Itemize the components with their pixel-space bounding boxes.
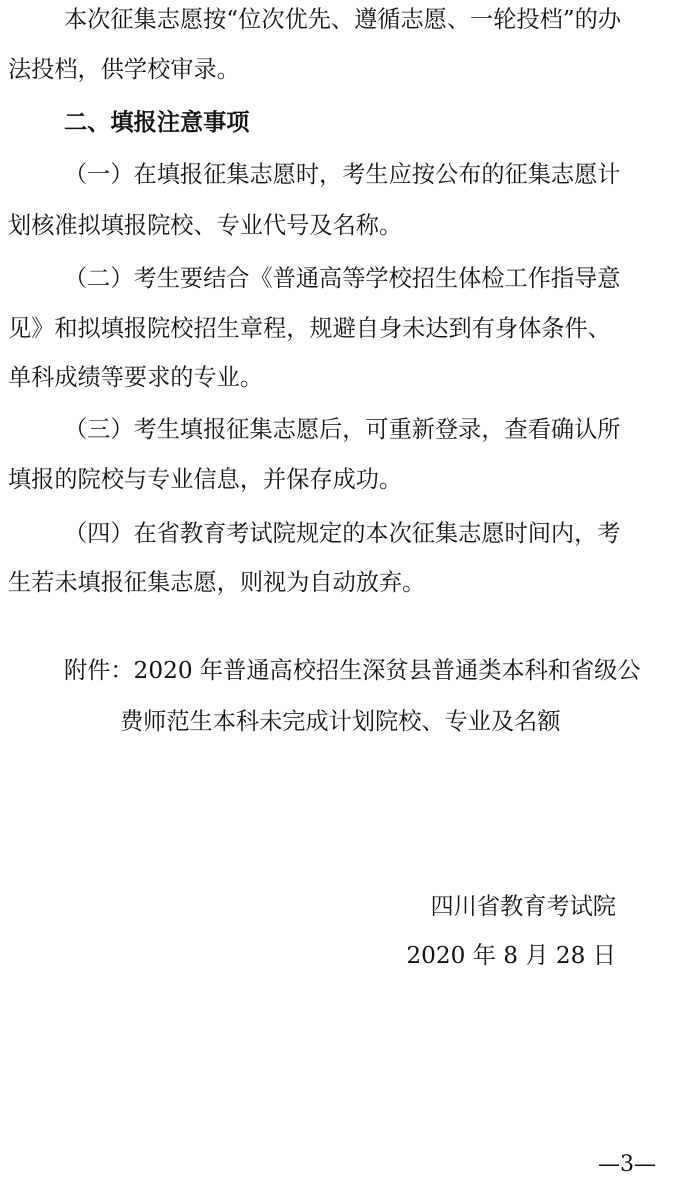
issue-date: 2020 年 8 月 28 日: [406, 942, 616, 969]
item-4-line-2: 生若未填报征集志愿，则视为自动放弃。: [8, 569, 426, 596]
item-4-line-1: （四）在省教育考试院规定的本次征集志愿时间内，考: [64, 520, 621, 547]
page-number: —3—: [598, 1152, 656, 1177]
attachment-line-1: 附件：2020 年普通高校招生深贫县普通类本科和省级公: [64, 657, 641, 684]
attachment-line-2: 费师范生本科未完成计划院校、专业及名额: [120, 708, 561, 735]
item-1-line-1: （一）在填报征集志愿时，考生应按公布的征集志愿计: [64, 161, 621, 188]
item-2-line-3: 单科成绩等要求的专业。: [8, 364, 264, 391]
paragraph-1-line-2: 法投档，供学校审录。: [8, 56, 240, 83]
item-3-line-2: 填报的院校与专业信息，并保存成功。: [8, 466, 403, 493]
item-2-line-2: 见》和拟填报院校招生章程，规避自身未达到有身体条件、: [8, 315, 611, 342]
issuing-organization: 四川省教育考试院: [430, 893, 616, 920]
item-1-line-2: 划核准拟填报院校、专业代号及名称。: [8, 212, 403, 239]
section-heading: 二、填报注意事项: [64, 109, 250, 136]
item-2-line-1: （二）考生要结合《普通高等学校招生体检工作指导意: [64, 265, 621, 292]
item-3-line-1: （三）考生填报征集志愿后，可重新登录，查看确认所: [64, 416, 621, 443]
paragraph-1-line-1: 本次征集志愿按“位次优先、遵循志愿、一轮投档”的办: [64, 6, 622, 33]
